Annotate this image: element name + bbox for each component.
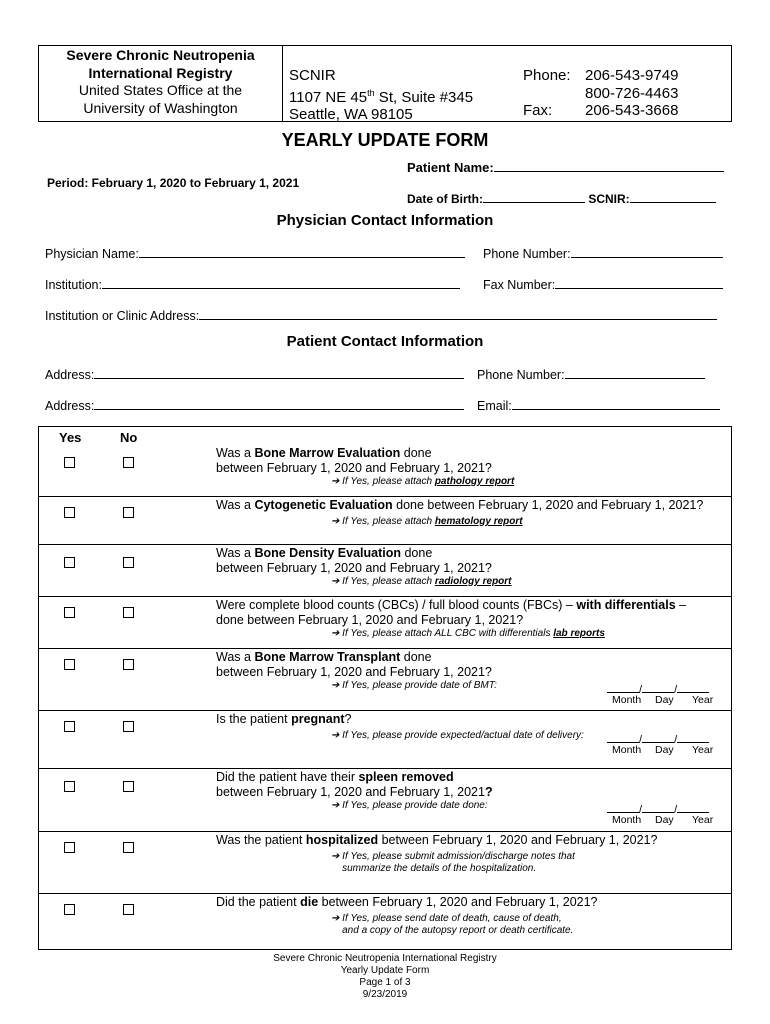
footer	[0, 953, 770, 1001]
phone-label: Phone:	[523, 67, 571, 84]
row-divider	[38, 831, 732, 832]
institution-address-field[interactable]: Institution or Clinic Address:	[45, 307, 717, 323]
patient-section-title: Patient Contact Information	[286, 333, 484, 350]
question-text: Was a Cytogenetic Evaluation done between February 1, 2020 and February 1, 2021?	[216, 498, 704, 512]
org-line-4: University of Washington	[83, 99, 238, 116]
question-instruction: ➔ If Yes, please provide date done:	[331, 800, 488, 811]
date-month-label: Month	[612, 694, 642, 706]
date-day-label: Day	[655, 694, 674, 706]
yes-checkbox[interactable]	[64, 904, 75, 915]
dob-scnir-fields[interactable]: Date of Birth: SCNIR:	[407, 190, 716, 206]
yes-checkbox[interactable]	[64, 557, 75, 568]
yes-checkbox[interactable]	[64, 842, 75, 853]
question-instruction: ➔ If Yes, please submit admission/discharge notes that summarize the details of the hospitalization.	[331, 851, 575, 874]
arrow-icon: ➔	[331, 680, 340, 691]
no-checkbox[interactable]	[123, 721, 134, 732]
address-city: Seattle, WA 98105	[289, 106, 413, 123]
date-day-label: Day	[655, 744, 674, 756]
address-name: SCNIR	[289, 67, 336, 84]
contact-numbers	[523, 67, 678, 120]
date-year-label: Year	[692, 744, 714, 756]
row-divider	[38, 496, 732, 497]
no-checkbox[interactable]	[123, 507, 134, 518]
org-line-3: United States Office at the	[78, 82, 243, 98]
footer-line-3: Page 1 of 3	[359, 977, 411, 988]
yes-column-header: Yes	[59, 430, 82, 445]
question-text: Was the patient hospitalized between February 1, 2020 and February 1, 2021?	[216, 833, 658, 847]
org-line-2: International Registry	[88, 64, 233, 81]
date-entry-field[interactable]: / /	[607, 732, 709, 746]
patient-email-field[interactable]: Email:	[477, 397, 720, 413]
question-instruction: ➔ If Yes, please send date of death, cause of death, and a copy of the autopsy report or death certificate.	[331, 913, 574, 936]
arrow-icon: ➔	[331, 516, 340, 527]
row-divider	[38, 596, 732, 597]
row-divider	[38, 893, 732, 894]
question-instruction: ➔ If Yes, please provide expected/actual date of delivery:	[331, 730, 584, 741]
arrow-icon: ➔	[331, 851, 340, 862]
yes-checkbox[interactable]	[64, 507, 75, 518]
question-text: Were complete blood counts (CBCs) / full blood counts (FBCs) – with differentials – done between February 1, 2020 and February 1, 2021?	[216, 598, 687, 627]
patient-name-field[interactable]: Patient Name:	[407, 159, 724, 175]
arrow-icon: ➔	[331, 913, 340, 924]
date-entry-field[interactable]: / /	[607, 682, 709, 696]
mailing-address	[289, 67, 473, 124]
no-checkbox[interactable]	[123, 557, 134, 568]
footer-line-2: Yearly Update Form	[340, 965, 430, 976]
physician-name-field[interactable]: Physician Name:	[45, 245, 465, 261]
footer-line-1: Severe Chronic Neutropenia International Registry	[273, 953, 497, 964]
patient-address-2-field[interactable]: Address:	[45, 397, 464, 413]
question-instruction: ➔ If Yes, please attach pathology report	[331, 476, 515, 487]
date-year-label: Year	[692, 814, 714, 826]
no-column-header: No	[120, 430, 138, 445]
question-text: Is the patient pregnant?	[216, 712, 352, 726]
yes-checkbox[interactable]	[64, 781, 75, 792]
physician-section-title: Physician Contact Information	[276, 212, 494, 229]
date-month-label: Month	[612, 814, 642, 826]
address-street: 1107 NE 45th St, Suite #345	[289, 87, 474, 106]
yes-checkbox[interactable]	[64, 607, 75, 618]
form-title: YEARLY UPDATE FORM	[281, 130, 489, 150]
patient-address-1-field[interactable]: Address:	[45, 366, 464, 382]
question-instruction: ➔ If Yes, please attach hematology report	[331, 516, 523, 527]
question-text: Did the patient die between February 1, 2020 and February 1, 2021?	[216, 895, 598, 909]
patient-phone-field[interactable]: Phone Number:	[477, 366, 705, 382]
fax-number: 206-543-3668	[585, 102, 679, 119]
row-divider	[38, 710, 732, 711]
arrow-icon: ➔	[331, 576, 340, 587]
no-checkbox[interactable]	[123, 607, 134, 618]
org-line-1: Severe Chronic Neutropenia	[66, 47, 255, 63]
question-instruction: ➔ If Yes, please provide date of BMT:	[331, 680, 497, 691]
fax-label: Fax:	[523, 102, 553, 119]
arrow-icon: ➔	[331, 800, 340, 811]
yes-checkbox[interactable]	[64, 659, 75, 670]
organization-block	[39, 46, 283, 121]
physician-phone-field[interactable]: Phone Number:	[483, 245, 723, 261]
institution-field[interactable]: Institution:	[45, 276, 460, 292]
arrow-icon: ➔	[331, 476, 340, 487]
phone-2: 800-726-4463	[585, 84, 679, 102]
no-checkbox[interactable]	[123, 781, 134, 792]
physician-fax-field[interactable]: Fax Number:	[483, 276, 723, 292]
arrow-icon: ➔	[331, 730, 340, 741]
arrow-icon: ➔	[331, 628, 340, 639]
no-checkbox[interactable]	[123, 904, 134, 915]
date-month-label: Month	[612, 744, 642, 756]
row-divider	[38, 768, 732, 769]
yes-checkbox[interactable]	[64, 457, 75, 468]
row-divider	[38, 544, 732, 545]
period-text: Period: February 1, 2020 to February 1, 2021	[47, 176, 300, 190]
date-day-label: Day	[655, 814, 674, 826]
row-divider	[38, 648, 732, 649]
date-year-label: Year	[692, 694, 714, 706]
yes-checkbox[interactable]	[64, 721, 75, 732]
question-instruction: ➔ If Yes, please attach radiology report	[331, 576, 512, 587]
header-box	[38, 45, 732, 122]
date-entry-field[interactable]: / /	[607, 802, 709, 816]
question-text: Was a Bone Marrow Evaluation done between February 1, 2020 and February 1, 2021?	[216, 446, 492, 475]
no-checkbox[interactable]	[123, 842, 134, 853]
question-text: Was a Bone Marrow Transplant done between February 1, 2020 and February 1, 2021?	[216, 650, 492, 679]
no-checkbox[interactable]	[123, 457, 134, 468]
footer-line-4: 9/23/2019	[362, 989, 408, 1000]
phone-1: 206-543-9749	[585, 67, 679, 84]
question-text: Did the patient have their spleen removed between February 1, 2020 and February 1, 2021?	[216, 770, 493, 799]
question-text: Was a Bone Density Evaluation done between February 1, 2020 and February 1, 2021?	[216, 546, 492, 575]
question-instruction: ➔ If Yes, please attach ALL CBC with differentials lab reports	[331, 628, 605, 639]
no-checkbox[interactable]	[123, 659, 134, 670]
